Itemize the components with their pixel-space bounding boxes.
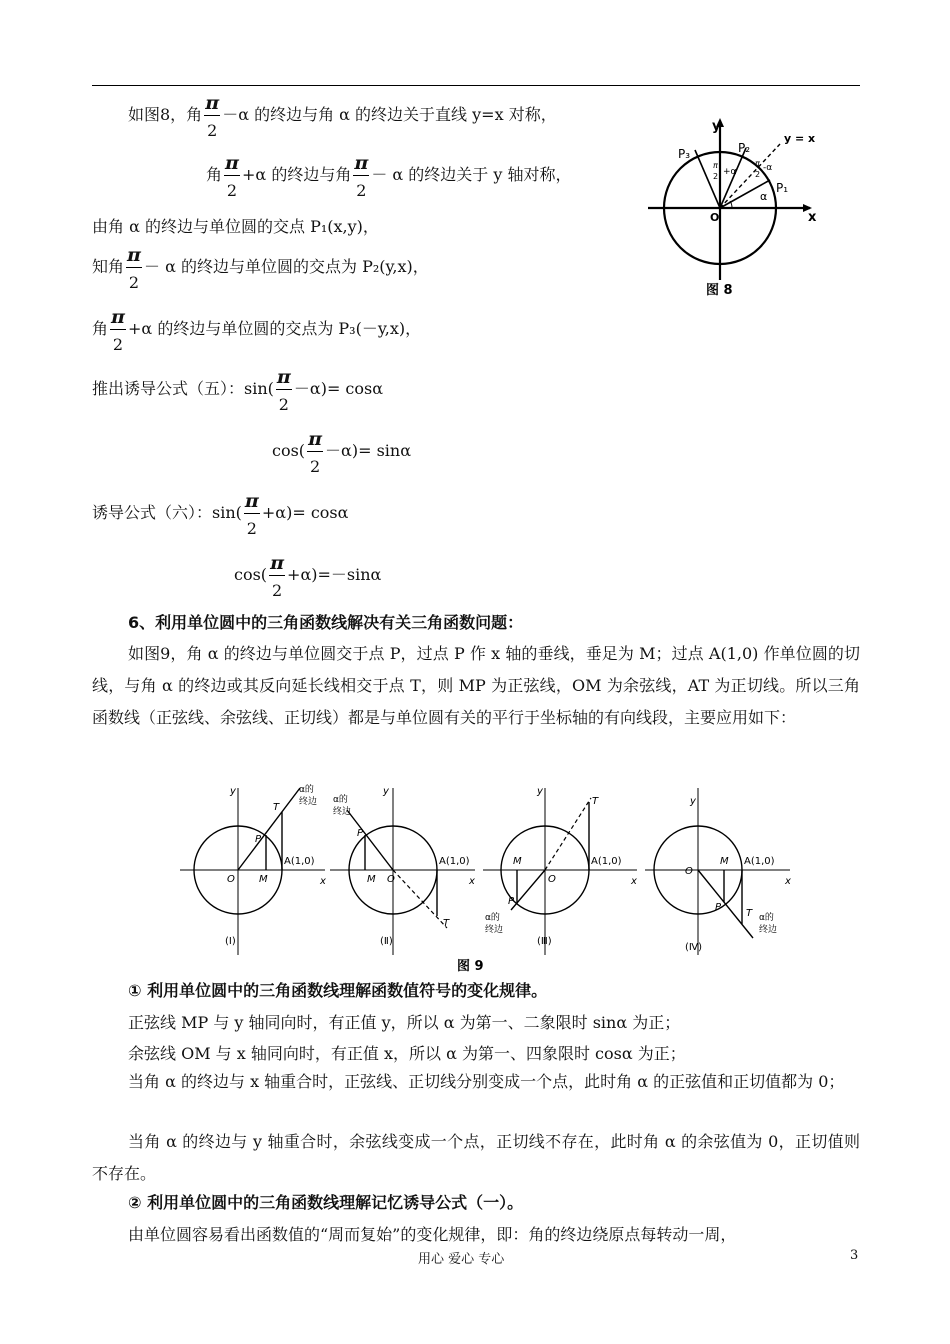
figure-9 bbox=[175, 780, 795, 975]
paragraph-figure9-description: 如图9，角 α 的终边与单位圆交于点 P，过点 P 作 x 轴的垂线，垂足为 M；过点 A(1,0) 作单位圆的切线，与角 α 的终边或其反向延长线相交于点 T，则 MP 为正弦线，OM 为余弦线，AT 为正切线。所以三角函数线（正弦线、余弦线、正切线）都是与单位圆有关的平行于坐标轴的有向线段，主要应用如下： bbox=[92, 644, 860, 727]
fig8-alpha-label: α bbox=[760, 190, 768, 203]
fig9-p-label: P bbox=[715, 902, 722, 913]
fig9-x-label: x bbox=[320, 876, 326, 887]
fraction-numerator: π bbox=[354, 152, 369, 174]
fig9-o-label: O bbox=[387, 874, 395, 885]
fraction-numerator: π bbox=[225, 152, 239, 174]
text-span: －α 的终边与角 α 的终边关于直线 y=x 对称， bbox=[222, 105, 557, 124]
terminal-extension bbox=[545, 798, 591, 870]
text-span: +α 的终边与角 bbox=[242, 165, 352, 184]
text-sine-sign: 正弦线 MP 与 y 轴同向时，有正值 y，所以 α 为第一、二象限时 sinα 为正； bbox=[128, 1013, 681, 1032]
fig9-a-label: A(1,0) bbox=[744, 856, 775, 867]
text-span: 角 bbox=[206, 165, 223, 184]
fraction-pi-over-2 bbox=[110, 306, 126, 354]
fig9-term-label-1: α的 bbox=[485, 913, 500, 923]
fraction-numerator: π bbox=[205, 92, 220, 114]
fig9-m-label: M bbox=[259, 874, 268, 885]
text-span: 知角 bbox=[92, 257, 125, 276]
header-rule bbox=[92, 85, 860, 86]
text-span: cos( bbox=[272, 441, 306, 460]
fig9-term-label-1: α的 bbox=[759, 913, 774, 923]
fraction-numerator: π bbox=[111, 306, 125, 328]
fraction-pi-over-2 bbox=[244, 490, 260, 538]
page-number: 3 bbox=[850, 1248, 859, 1263]
fraction-denominator: 2 bbox=[356, 181, 367, 200]
fig9-p-label: P bbox=[508, 896, 515, 907]
text-span: cos( bbox=[234, 565, 268, 584]
formula-6-sin bbox=[92, 490, 349, 538]
fig9-t-label: T bbox=[443, 918, 450, 929]
text-x-axis-case: 当角 α 的终边与 x 轴重合时，正弦线、正切线分别变成一个点，此时角 α 的正弦值和正切值都为 0； bbox=[128, 1072, 845, 1091]
text-line-4 bbox=[92, 244, 429, 292]
text-span: 推出诱导公式（五）：sin( bbox=[92, 379, 274, 398]
fraction-numerator: π bbox=[244, 490, 259, 512]
fig9-panel-label: (Ⅰ) bbox=[225, 936, 236, 947]
formula-5-cos bbox=[272, 428, 412, 476]
text-span: +α 的终边与单位圆的交点为 P₃(－y,x)， bbox=[128, 319, 422, 338]
text-span: 如图8，角 bbox=[128, 105, 203, 124]
fig8-frac-num: π bbox=[713, 161, 718, 170]
text-line-3: 由角 α 的终边与单位圆的交点 P₁(x,y)， bbox=[92, 217, 379, 236]
fraction-numerator: π bbox=[270, 552, 284, 574]
fig9-x-label: x bbox=[631, 876, 637, 887]
fig9-y-label: y bbox=[383, 786, 389, 797]
text-span: +α)= cosα bbox=[261, 503, 349, 522]
fig8-p1-label: P₁ bbox=[776, 181, 789, 195]
fig8-plus-alpha: +α bbox=[723, 167, 737, 177]
fig8-p2-label: P₂ bbox=[738, 141, 751, 155]
fraction-pi-over-2 bbox=[269, 552, 285, 600]
text-span: +α)=－sinα bbox=[287, 565, 382, 584]
fig9-panel-label: (Ⅲ) bbox=[537, 936, 552, 947]
fraction-numerator: π bbox=[308, 428, 322, 450]
fraction-denominator: 2 bbox=[226, 181, 238, 200]
fig9-p-label: P bbox=[255, 834, 262, 845]
text-y-axis-case: 当角 α 的终边与 y 轴重合时，余弦线变成一个点，正切线不存在，此时角 α 的余弦值为 0，正切值则不存在。 bbox=[92, 1132, 860, 1183]
section-heading-6: 6、利用单位圆中的三角函数线解决有关三角函数问题： bbox=[128, 613, 524, 632]
fig9-x-label: x bbox=[469, 876, 475, 887]
fraction-denominator: 2 bbox=[128, 273, 140, 292]
fig9-term-label-2: 终边 bbox=[299, 797, 318, 807]
fig8-frac-num-2: π bbox=[755, 159, 760, 168]
fig8-frac-den-2: 2 bbox=[755, 170, 761, 179]
terminal-side bbox=[347, 810, 393, 870]
fig9-t-label: T bbox=[592, 796, 599, 807]
fraction-denominator: 2 bbox=[112, 335, 124, 354]
text-span: 诱导公式（六）：sin( bbox=[92, 503, 242, 522]
fig9-t-label: T bbox=[746, 908, 753, 919]
fig8-x-label: x bbox=[808, 210, 817, 225]
terminal-extension bbox=[393, 870, 447, 928]
fig9-a-label: A(1,0) bbox=[439, 856, 470, 867]
fig9-m-label: M bbox=[513, 856, 522, 867]
fig9-t-label: T bbox=[273, 802, 280, 813]
terminal-side bbox=[511, 870, 545, 910]
text-line-5 bbox=[92, 306, 422, 354]
fig9-term-label-1: α的 bbox=[333, 795, 348, 805]
fraction-pi-over-2 bbox=[204, 92, 220, 140]
text-line-2 bbox=[206, 152, 572, 200]
fig8-p3-label: P₃ bbox=[678, 147, 691, 161]
fig9-y-label: y bbox=[690, 796, 696, 807]
formula-5-sin bbox=[92, 366, 384, 414]
fig9-a-label: A(1,0) bbox=[284, 856, 315, 867]
text-span: －α)= sinα bbox=[325, 441, 412, 460]
fig9-o-label: O bbox=[685, 866, 693, 877]
footer-motto: 用心 爱心 专心 bbox=[418, 1252, 505, 1267]
fraction-pi-over-2 bbox=[276, 366, 292, 414]
text-cosine-sign: 余弦线 OM 与 x 轴同向时，有正值 x，所以 α 为第一、四象限时 cosα 为正； bbox=[128, 1044, 686, 1063]
fraction-pi-over-2 bbox=[307, 428, 323, 476]
fraction-denominator: 2 bbox=[278, 395, 289, 414]
fig8-y-label: y bbox=[712, 119, 721, 134]
fig9-m-label: M bbox=[720, 856, 729, 867]
fig9-panel-4 bbox=[645, 788, 791, 955]
fig9-term-label-2: 终边 bbox=[759, 925, 778, 935]
text-span: － α 的终边关于 y 轴对称， bbox=[371, 165, 572, 184]
fig9-term-label-1: α的 bbox=[299, 785, 314, 795]
subheading-1: ① 利用单位圆中的三角函数线理解函数值符号的变化规律。 bbox=[128, 981, 548, 1000]
fig9-panel-label: (Ⅱ) bbox=[380, 936, 393, 947]
text-span: 角 bbox=[92, 319, 109, 338]
subheading-2: ② 利用单位圆中的三角函数线理解记忆诱导公式（一）。 bbox=[128, 1193, 524, 1212]
text-line-1 bbox=[128, 92, 557, 140]
fig8-yx-label: y = x bbox=[784, 132, 816, 145]
fraction-numerator: π bbox=[127, 244, 141, 266]
ray-p2 bbox=[720, 148, 746, 208]
text-span: － α 的终边与单位圆的交点为 P₂(y,x)， bbox=[144, 257, 429, 276]
fig9-term-label-2: 终边 bbox=[333, 807, 352, 817]
fraction-denominator: 2 bbox=[271, 581, 283, 600]
fig9-p-label: P bbox=[357, 828, 364, 839]
terminal-side bbox=[698, 870, 753, 938]
fig9-o-label: O bbox=[548, 874, 556, 885]
fraction-denominator: 2 bbox=[207, 121, 218, 140]
fig9-panel-3 bbox=[483, 786, 637, 955]
fig8-caption: 图 8 bbox=[706, 283, 733, 298]
fraction-denominator: 2 bbox=[309, 457, 321, 476]
fig9-caption: 图 9 bbox=[457, 959, 484, 974]
fig9-x-label: x bbox=[785, 876, 791, 887]
fig9-panel-2 bbox=[330, 786, 475, 955]
fig9-term-label-2: 终边 bbox=[485, 925, 504, 935]
formula-6-cos bbox=[234, 552, 382, 600]
fig9-panel-label: (Ⅳ) bbox=[685, 942, 703, 953]
fig9-panel-1 bbox=[180, 783, 326, 955]
fig9-o-label: O bbox=[227, 874, 235, 885]
fraction-numerator: π bbox=[276, 366, 291, 388]
text-periodic: 由单位圆容易看出函数值的“周而复始”的变化规律，即：角的终边绕原点每转动一周， bbox=[128, 1225, 737, 1244]
fraction-pi-over-2 bbox=[224, 152, 240, 200]
fig9-y-label: y bbox=[537, 786, 543, 797]
fig8-minus-alpha: -α bbox=[763, 163, 773, 173]
fraction-denominator: 2 bbox=[246, 519, 257, 538]
fig9-y-label: y bbox=[230, 786, 236, 797]
text-span: －α)= cosα bbox=[293, 379, 384, 398]
fig9-m-label: M bbox=[367, 874, 376, 885]
fig8-origin-label: O bbox=[710, 211, 720, 224]
fig9-a-label: A(1,0) bbox=[591, 856, 622, 867]
fraction-pi-over-2 bbox=[126, 244, 142, 292]
fraction-pi-over-2 bbox=[353, 152, 369, 200]
fig8-frac-den: 2 bbox=[713, 172, 719, 181]
figure-8 bbox=[640, 108, 820, 298]
